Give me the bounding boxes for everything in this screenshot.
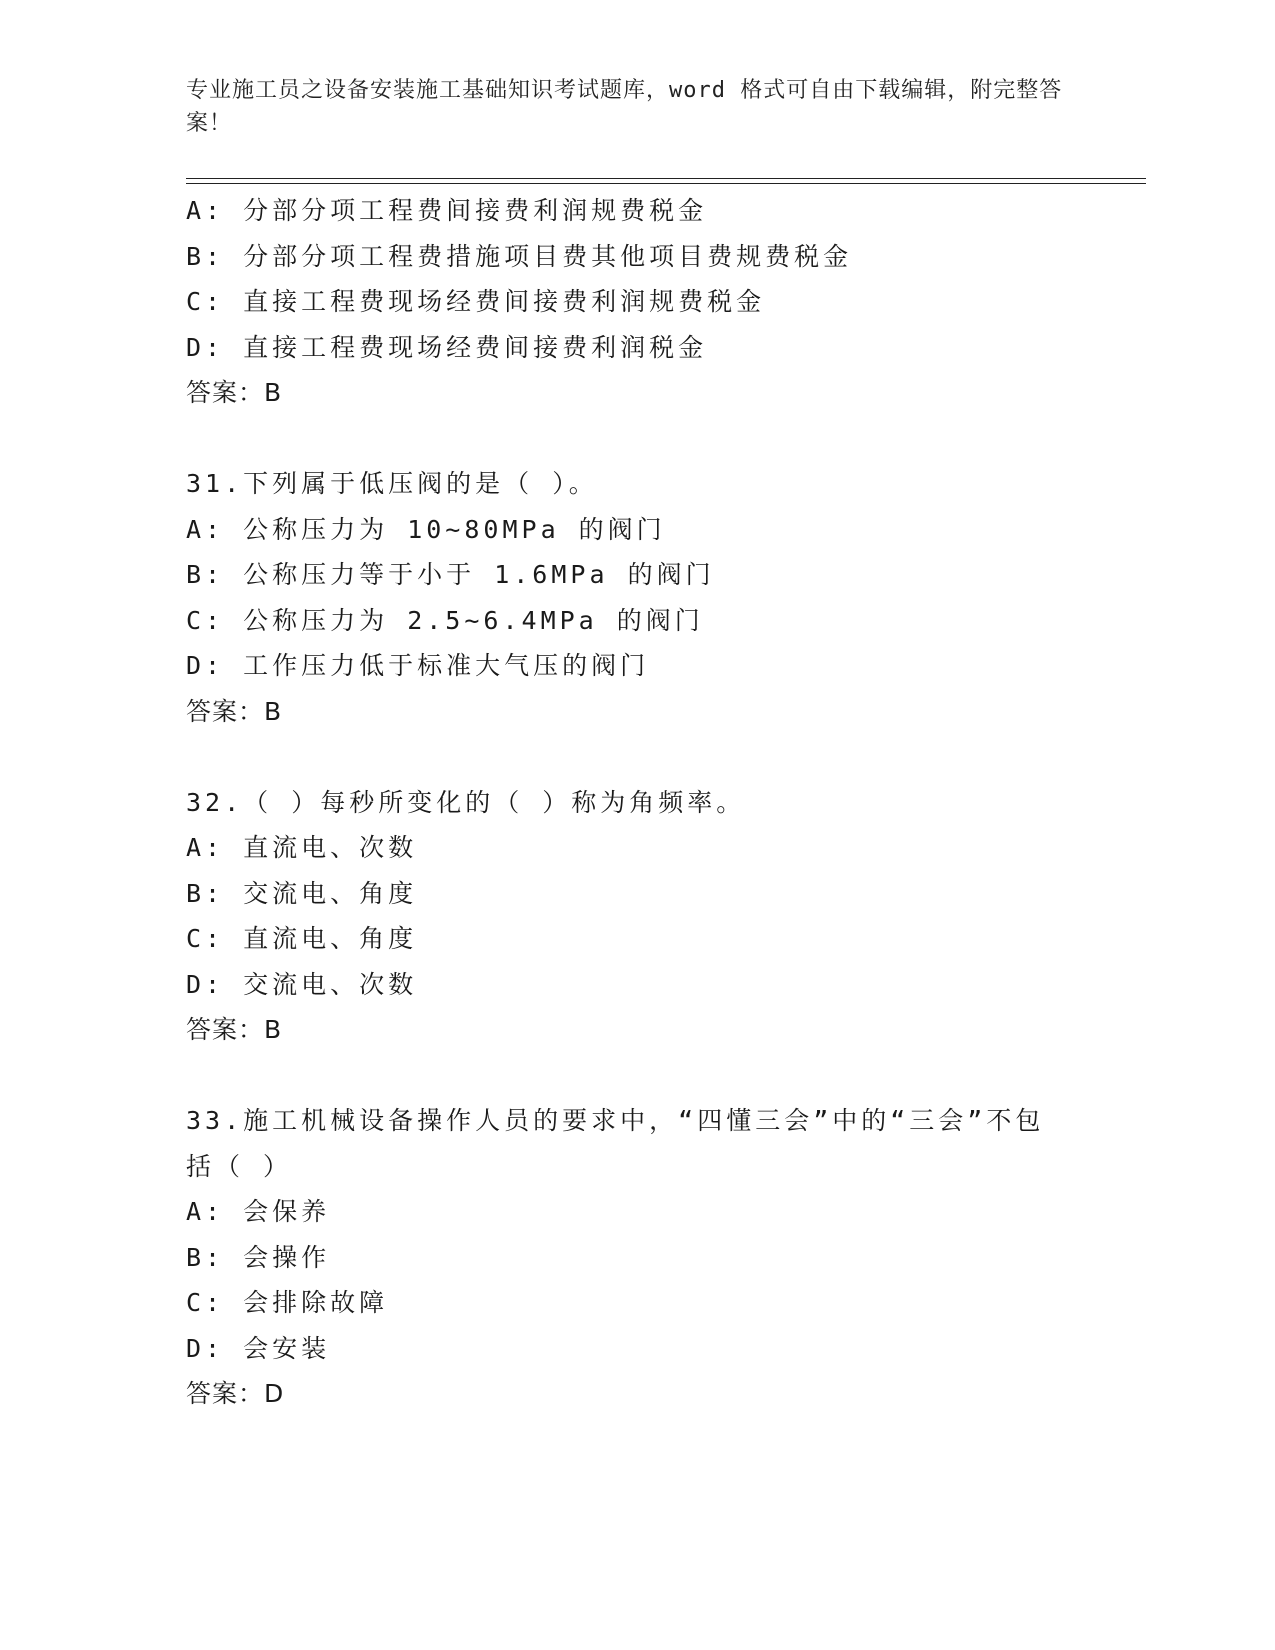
option-b: B: 交流电、角度 [186, 878, 418, 908]
header-rule-bottom [186, 183, 1146, 184]
option-a: A: 公称压力为 10~80MPa 的阀门 [186, 514, 666, 544]
option-d: D: 会安装 [186, 1333, 331, 1363]
option-a: A: 分部分项工程费间接费利润规费税金 [186, 196, 708, 225]
question-stem: 32.（ ）每秒所变化的（ ）称为角频率。 [186, 787, 746, 817]
answer: 答案：B [186, 1015, 283, 1044]
option-d: D: 直接工程费现场经费间接费利润税金 [186, 332, 708, 362]
header-rule-top [186, 178, 1146, 179]
answer: 答案：B [186, 696, 283, 726]
option-a: A: 会保养 [186, 1197, 331, 1226]
option-b: B: 公称压力等于小于 1.6MPa 的阀门 [186, 560, 715, 589]
answer: 答案：B [186, 378, 283, 407]
spacer [186, 1053, 1086, 1099]
page-header: 专业施工员之设备安装施工基础知识考试题库，word 格式可自由下载编辑，附完整答案！ [186, 78, 1063, 136]
question-stem: 31.下列属于低压阀的是（ ）。 [186, 469, 598, 498]
option-d: D: 交流电、次数 [186, 969, 418, 999]
question-block [186, 188, 1086, 416]
option-b: B: 分部分项工程费措施项目费其他项目费规费税金 [186, 241, 853, 271]
option-d: D: 工作压力低于标准大气压的阀门 [186, 651, 650, 680]
answer: 答案：D [186, 1379, 285, 1408]
spacer [186, 734, 1086, 780]
spacer [186, 416, 1086, 462]
question-block [186, 461, 1086, 734]
option-c: C: 会排除故障 [186, 1288, 389, 1317]
option-c: C: 直接工程费现场经费间接费利润规费税金 [186, 287, 766, 316]
option-b: B: 会操作 [186, 1242, 331, 1272]
option-a: A: 直流电、次数 [186, 833, 418, 862]
question-stem: 33.施工机械设备操作人员的要求中，“四懂三会”中的“三会”不包括（ ） [186, 1106, 1045, 1181]
option-c: C: 直流电、角度 [186, 924, 418, 953]
option-c: C: 公称压力为 2.5~6.4MPa 的阀门 [186, 605, 704, 635]
question-block [186, 780, 1086, 1053]
question-block [186, 1098, 1086, 1417]
question-list [186, 188, 1086, 1417]
